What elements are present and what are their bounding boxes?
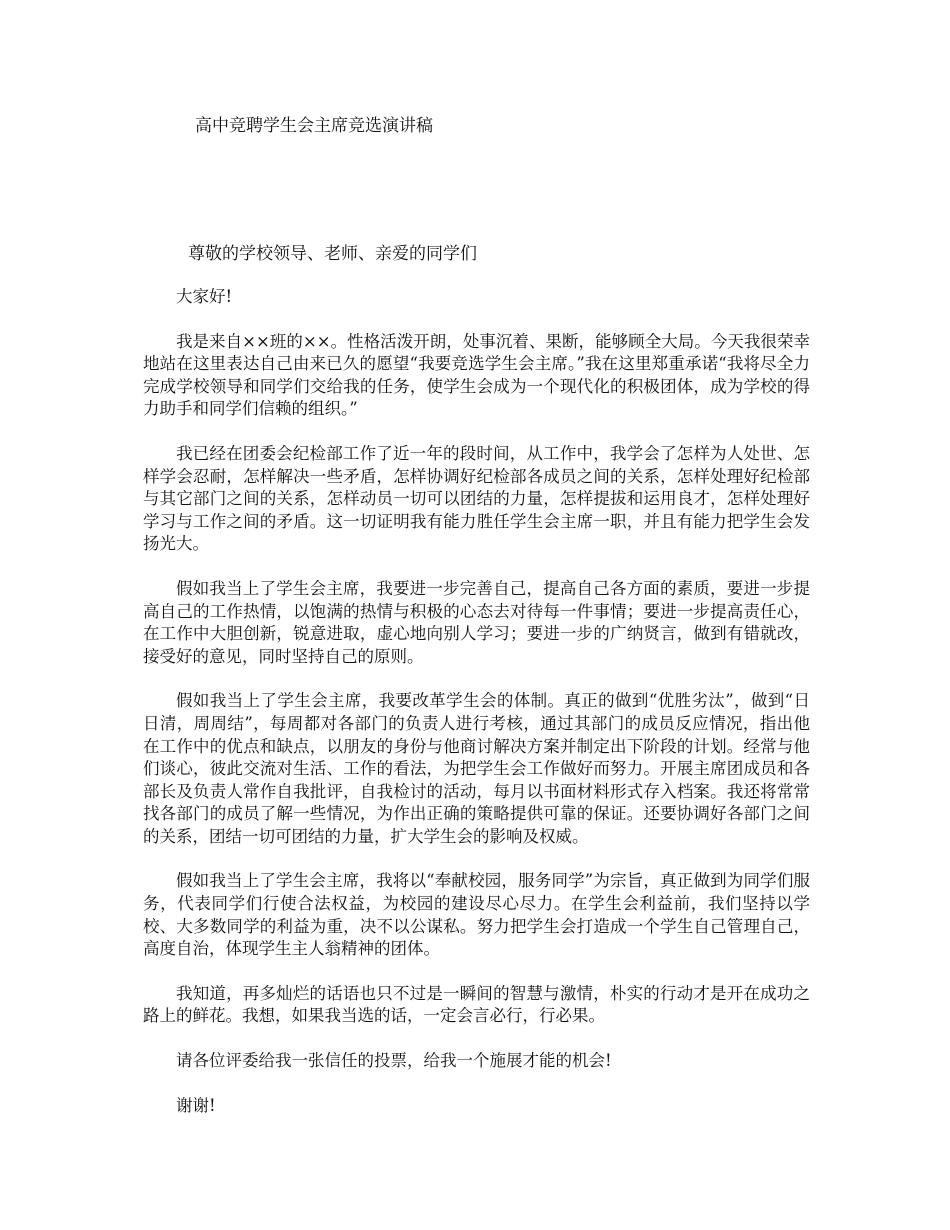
paragraph-introduction: 我是来自××班的××。性格活泼开朗，处事沉着、果断，能够顾全大局。今天我很荣幸地站在这里表达自己由来已久的愿望“我要竞选学生会主席。”我在这里郑重承诺“我将尽全力完成学校领导和同学们交给我的任务，使学生会成为一个现代化的积极团体，成为学校的得力助手和同学们信赖的组织。” (143, 331, 810, 419)
paragraph-action: 我知道，再多灿烂的话语也只不过是一瞬间的智慧与激情，朴实的行动才是开在成功之路上的鲜花。我想，如果我当选的话，一定会言必行，行必果。 (143, 983, 810, 1026)
paragraph-thanks: 谢谢! (176, 1095, 216, 1115)
document-body (143, 286, 810, 1139)
paragraph-request: 请各位评委给我一张信任的投票，给我一个施展才能的机会! (176, 1051, 612, 1071)
paragraph-self-improvement: 假如我当上了学生会主席，我要进一步完善自己，提高自己各方面的素质，要进一步提高自己的工作热情，以饱满的热情与积极的心态去对待每一件事情；要进一步提高责任心，在工作中大胆创新，锐意进取，虚心地向别人学习；要进一步的广纳贤言，做到有错就改，接受好的意见，同时坚持自己的原则。 (143, 578, 810, 666)
paragraph-service: 假如我当上了学生会主席，我将以“奉献校园，服务同学”为宗旨，真正做到为同学们服务，代表同学们行使合法权益，为校园的建设尽心尽力。在学生会利益前，我们坚持以学校、大多数同学的利益为重，决不以公谋私。努力把学生会打造成一个学生自己管理自己，高度自治，体现学生主人翁精神的团体。 (143, 871, 810, 959)
paragraph-experience: 我已经在团委会纪检部工作了近一年的段时间，从工作中，我学会了怎样为人处世、怎样学会忍耐，怎样解决一些矛盾，怎样协调好纪检部各成员之间的关系，怎样处理好纪检部与其它部门之间的关系，怎样动员一切可以团结的力量，怎样提拔和运用良才，怎样处理好学习与工作之间的矛盾。这一切证明我有能力胜任学生会主席一职，并且有能力把学生会发扬光大。 (143, 443, 810, 554)
salutation: 尊敬的学校领导、老师、亲爱的同学们 (188, 244, 477, 264)
paragraph-greeting: 大家好! (176, 287, 233, 306)
paragraph-reform: 假如我当上了学生会主席，我要改革学生会的体制。真正的做到“优胜劣汰”，做到“日日清，周周结”，每周都对各部门的负责人进行考核，通过其部门的成员反应情况，指出他在工作中的优点和缺点，以朋友的身份与他商讨解决方案并制定出下阶段的计划。经常与他们谈心，彼此交流对生活、工作的看法，为把学生会工作做好而努力。开展主席团成员和各部长及负责人常作自我批评，自我检讨的活动，每月以书面材料形式存入档案。我还将常常找各部门的成员了解一些情况，为作出正确的策略提供可靠的保证。还要协调好各部门之间的关系，团结一切可团结的力量，扩大学生会的影响及权威。 (143, 691, 810, 846)
document-title: 高中竞聘学生会主席竞选演讲稿 (195, 116, 433, 136)
